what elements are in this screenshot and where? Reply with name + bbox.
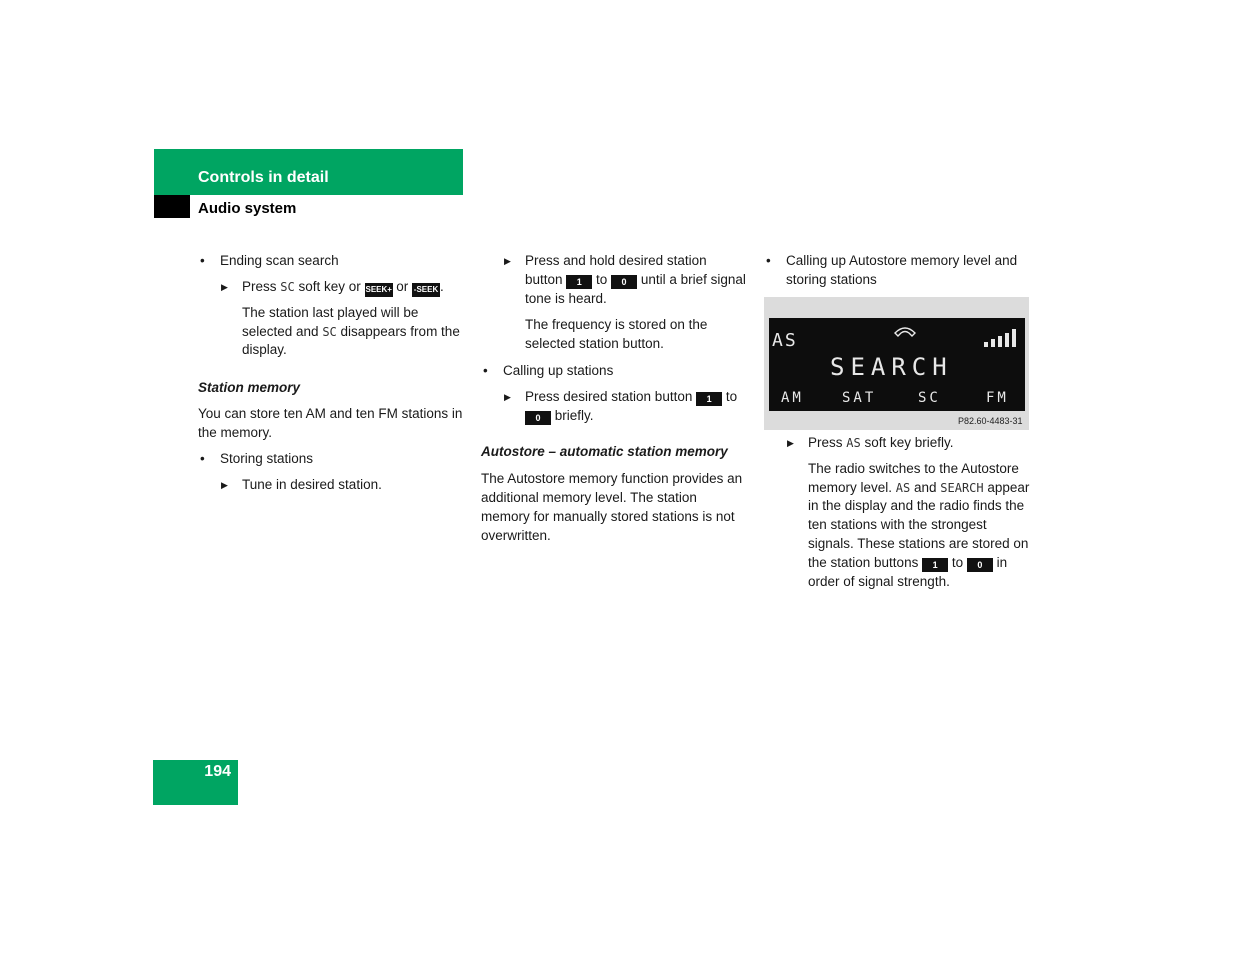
note-frequency-stored: The frequency is stored on the selected station button. [525, 317, 708, 352]
seek-plus-key: SEEK+ [365, 283, 393, 297]
text: or [392, 278, 413, 294]
step-press-as [764, 434, 1034, 453]
display-fm-softkey: FM [986, 390, 1009, 406]
note-last-station [198, 304, 468, 360]
step-press-hold [481, 252, 746, 308]
text: . [440, 278, 444, 294]
display-text-search: SEARCH [940, 480, 984, 495]
section-subtitle: Audio system [198, 200, 297, 217]
text: Press [808, 435, 847, 450]
step-tune-in: ▶ Tune in desired station. [198, 476, 468, 495]
text: to [722, 388, 738, 404]
text: and [910, 479, 941, 495]
display-text-sc: SC [280, 279, 295, 294]
text: until a brief signal tone is heard. [525, 271, 746, 306]
text: Press and hold desired station button [525, 253, 707, 287]
display-as-label: AS [772, 330, 798, 351]
station-button-1-key: 1 [696, 392, 722, 406]
section-title: Controls in detail [198, 169, 329, 186]
station-button-0-key: 0 [611, 275, 637, 289]
display-text-as: AS [846, 436, 861, 450]
section-tab-marker [154, 195, 190, 218]
station-button-1-key: 1 [922, 558, 948, 572]
step-press-sc [198, 278, 468, 297]
column-1 [198, 252, 468, 495]
heading-autostore: Autostore – automatic station memory [481, 444, 728, 460]
display-text-sc: SC [322, 324, 337, 339]
signal-strength-icon [983, 328, 1021, 348]
bullet-ending-scan: • Ending scan search [198, 252, 468, 271]
para-autostore: The Autostore memory function provides an additional memory level. The station memory for manually stored stations is not overwritten. [481, 471, 743, 543]
text: disappears from the display. [242, 323, 460, 358]
phone-handset-icon [893, 324, 917, 338]
station-button-0-key: 0 [525, 411, 551, 425]
bullet-calling-autostore: • Calling up Autostore memory level and storing stations [764, 252, 1034, 290]
text: soft key briefly. [860, 435, 954, 450]
text: Press [242, 278, 281, 294]
column-3-lower [764, 434, 1034, 591]
bullet-calling-stations: • Calling up stations [481, 362, 746, 381]
seek-minus-key: -SEEK [412, 283, 440, 297]
text: in order of signal strength. [808, 554, 1008, 589]
column-2 [481, 252, 746, 545]
column-3 [764, 252, 1034, 290]
display-sc-softkey: SC [918, 390, 941, 406]
text: briefly. [551, 407, 594, 423]
text: Press desired station button [525, 388, 697, 404]
page-number: 194 [204, 763, 231, 780]
display-am-softkey: AM [781, 390, 804, 406]
display-search-label: SEARCH [830, 353, 953, 381]
text: soft key or [294, 278, 365, 294]
bullet-storing-stations: • Storing stations [198, 450, 468, 469]
figure-code: P82.60-4483-31 [958, 416, 1023, 426]
text: to [948, 554, 967, 570]
step-press-station [481, 388, 746, 426]
para-store-stations: You can store ten AM and ten FM stations in the memory. [198, 405, 463, 440]
text: to [592, 271, 612, 287]
text: The radio switches to the Autostore memory level. [808, 460, 1019, 495]
text: appear in the display and the radio finds the ten stations with the strongest signals. These stations are stored on the station buttons [808, 479, 1030, 570]
heading-station-memory: Station memory [198, 380, 301, 396]
station-button-1-key: 1 [566, 275, 592, 289]
text: The station last played will be selected and [242, 304, 419, 339]
note-autostore-level [764, 460, 1034, 592]
display-text-as: AS [895, 480, 911, 495]
display-sat-softkey: SAT [842, 390, 877, 406]
station-button-0-key: 0 [967, 558, 993, 572]
